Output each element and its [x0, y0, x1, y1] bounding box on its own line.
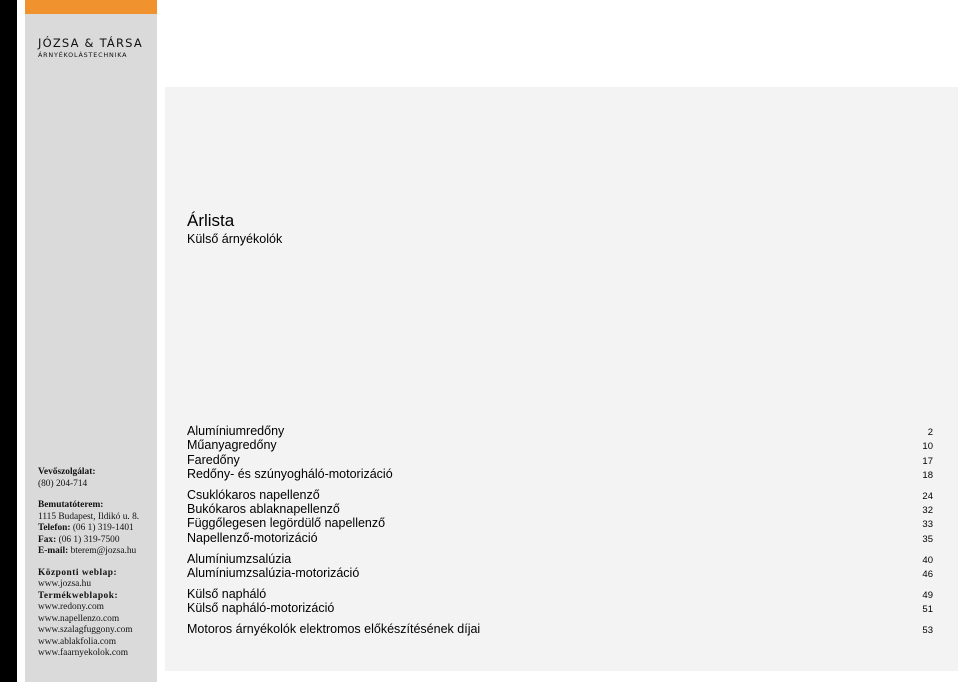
- toc-entry-label: Műanyagredőny: [187, 438, 277, 453]
- logo-subtitle: ÁRNYÉKOLÁSTECHNIKA: [38, 51, 128, 59]
- contact-info: [38, 467, 156, 660]
- toc-entry-page: 40: [922, 554, 933, 566]
- toc-entry-label: Motoros árnyékolók elektromos előkészítésének díjai: [187, 622, 481, 637]
- toc-entry-page: 53: [922, 625, 933, 637]
- central-web-link[interactable]: www.jozsa.hu: [38, 579, 92, 589]
- product-web-link[interactable]: www.ablakfolia.com: [38, 636, 117, 647]
- toc-entry[interactable]: [187, 467, 933, 481]
- toc-entry-label: Bukókaros ablaknapellenző: [187, 502, 340, 517]
- toc-entry-page: 18: [922, 469, 933, 481]
- toc-entry[interactable]: [187, 438, 933, 452]
- toc-entry[interactable]: [187, 502, 933, 516]
- toc-entry-page: 2: [927, 427, 933, 439]
- document-title: Árlista: [187, 211, 235, 230]
- showroom-fax-line: [38, 535, 156, 547]
- toc-entry-label: Alumíniumzsalúzia: [187, 551, 292, 566]
- fax-label: Fax:: [38, 534, 57, 545]
- toc-group: [187, 552, 933, 580]
- toc-group: [187, 587, 933, 615]
- toc-entry-page: 10: [922, 441, 933, 453]
- showroom-fax: (06 1) 319-7500: [58, 534, 120, 545]
- service-label: Vevőszolgálat:: [38, 467, 96, 477]
- showroom-email[interactable]: bterem@jozsa.hu: [70, 546, 137, 556]
- toc-entry[interactable]: [187, 587, 933, 601]
- toc-entry-label: Alumíniumzsalúzia-motorizáció: [187, 565, 360, 580]
- toc-entry-label: Alumíniumredőny: [187, 424, 285, 439]
- toc-entry[interactable]: [187, 452, 933, 466]
- toc-entry[interactable]: [187, 552, 933, 566]
- company-logo: [38, 36, 156, 59]
- logo-title: JÓZSA & TÁRSA: [38, 36, 143, 50]
- product-web-link[interactable]: www.redony.com: [38, 602, 104, 612]
- toc-entry-label: Redőny- és szúnyogháló-motorizáció: [187, 466, 393, 481]
- toc-entry-label: Faredőny: [187, 452, 240, 467]
- toc-entry-label: Külső napháló-motorizáció: [187, 601, 335, 616]
- central-web-label: Központi weblap:: [38, 567, 118, 578]
- web-block: [38, 568, 156, 660]
- toc-entry[interactable]: [187, 566, 933, 580]
- toc-group: [187, 424, 933, 481]
- toc-entry-page: 35: [922, 533, 933, 545]
- showroom-phone: (06 1) 319-1401: [72, 523, 134, 533]
- toc-entry[interactable]: [187, 530, 933, 544]
- toc-entry-label: Külső napháló: [187, 587, 267, 602]
- toc-entry[interactable]: [187, 488, 933, 502]
- toc-entry-page: 46: [922, 568, 933, 580]
- phone-label: Telefon:: [38, 523, 71, 533]
- toc-group: [187, 622, 933, 636]
- product-web-link[interactable]: www.faarnyekolok.com: [38, 648, 128, 658]
- email-label: E-mail:: [38, 546, 69, 556]
- showroom-phone-line: [38, 523, 156, 535]
- brand-strip: [25, 0, 157, 14]
- toc-entry[interactable]: [187, 622, 933, 636]
- product-web-link[interactable]: www.napellenzo.com: [38, 613, 120, 624]
- table-of-contents: [187, 424, 933, 643]
- left-black-bar: [0, 0, 17, 682]
- toc-entry-page: 49: [922, 590, 933, 602]
- customer-service-block: [38, 467, 156, 490]
- toc-entry-page: 24: [922, 490, 933, 502]
- product-web-link[interactable]: www.szalagfuggony.com: [38, 625, 133, 635]
- document-subtitle: Külső árnyékolók: [187, 232, 283, 246]
- toc-group: [187, 488, 933, 545]
- showroom-label: Bemutatóterem:: [38, 500, 104, 510]
- toc-entry-label: Napellenző-motorizáció: [187, 530, 318, 545]
- product-webs-label: Termékweblapok:: [38, 590, 119, 601]
- service-phone: (80) 204-714: [38, 478, 88, 489]
- toc-entry-label: Csuklókaros napellenző: [187, 487, 320, 502]
- toc-entry[interactable]: [187, 424, 933, 438]
- showroom-address: 1115 Budapest, Ildikó u. 8.: [38, 511, 140, 522]
- toc-entry[interactable]: [187, 516, 933, 530]
- showroom-block: [38, 500, 156, 558]
- toc-entry-page: 33: [922, 519, 933, 531]
- toc-entry-page: 51: [922, 604, 933, 616]
- toc-entry-label: Függőlegesen legördülő napellenző: [187, 516, 386, 531]
- showroom-email-line: [38, 546, 156, 558]
- toc-entry-page: 17: [922, 455, 933, 467]
- toc-entry-page: 32: [922, 505, 933, 517]
- toc-entry[interactable]: [187, 601, 933, 615]
